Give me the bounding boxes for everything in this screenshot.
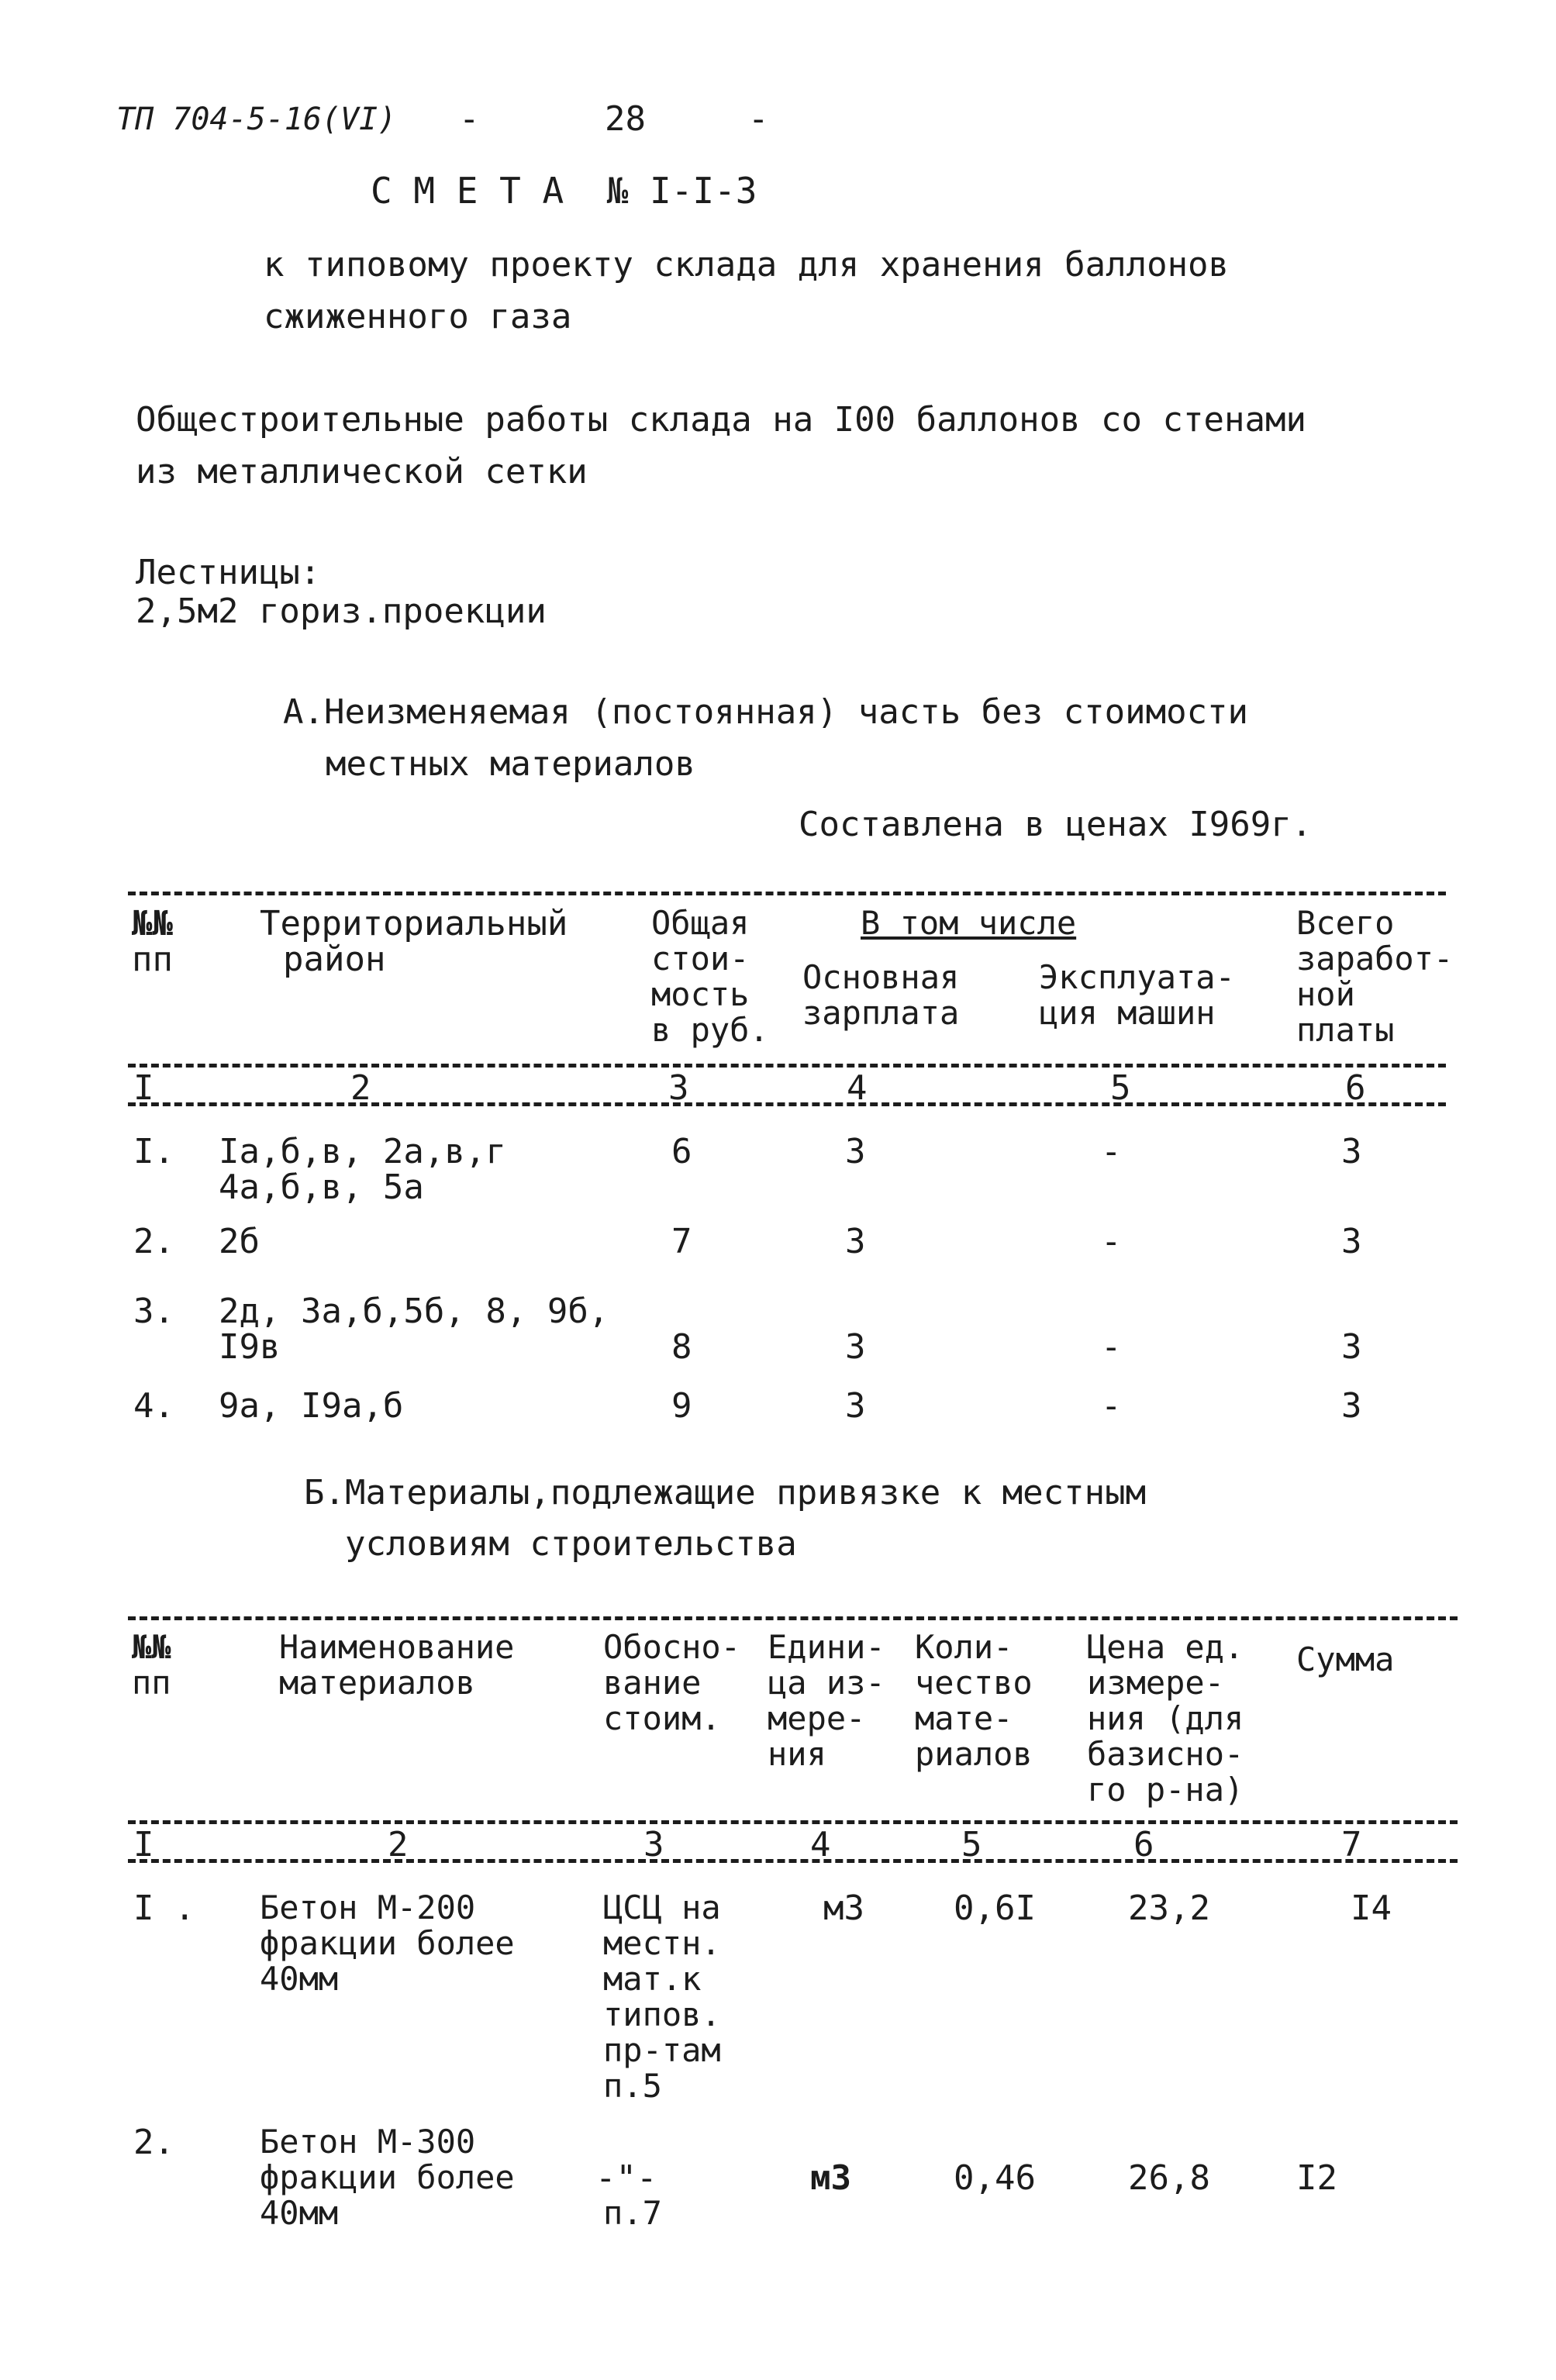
table-b-header-unit-4: ния	[768, 1735, 826, 1773]
table-a-header-rule	[128, 1064, 1446, 1068]
table-b-header-price-5: го р-на)	[1087, 1771, 1244, 1809]
table-b-header-qty-4: риалов	[915, 1735, 1033, 1773]
row-num: 4.	[133, 1386, 174, 1426]
table-b-header-name-2: материалов	[279, 1664, 475, 1702]
row-salary: 3	[845, 1386, 866, 1426]
row-total-salary: 3	[1341, 1386, 1362, 1426]
row-basis-5: пр-там	[603, 2031, 721, 2069]
subtitle-line-2: сжиженного газа	[264, 297, 572, 336]
table-b-header-price-3: ния (для	[1087, 1699, 1244, 1737]
table-b-header-unit-1: Едини-	[768, 1628, 885, 1666]
row-price: 26,8	[1128, 2158, 1210, 2198]
row-num: 3.	[133, 1292, 174, 1331]
table-b-header-qty-2: чество	[915, 1664, 1033, 1702]
table-a-header-total-2: стои-	[651, 940, 750, 978]
table-b-top-rule	[128, 1616, 1458, 1620]
row-salary: 3	[845, 1132, 866, 1171]
table-a-colnum-6: 6	[1345, 1068, 1366, 1108]
row-region-1: 2д, 3а,б,5б, 8, 9б,	[219, 1292, 609, 1331]
row-region-2: I9в	[219, 1327, 281, 1367]
table-b-header-basis-1: Обосно-	[603, 1628, 741, 1666]
table-a-colnum-4: 4	[847, 1068, 868, 1108]
section-a-title-2: местных материалов	[326, 744, 695, 784]
row-name-3: 40мм	[260, 2194, 339, 2232]
table-a-top-rule	[128, 892, 1446, 895]
row-total-salary: 3	[1341, 1132, 1362, 1171]
table-a-colnum-1: I	[133, 1068, 154, 1108]
row-name-2: фракции более	[260, 2158, 515, 2196]
row-machines: -	[1101, 1386, 1122, 1426]
section-a-title-1: А.Неизменяемая (постоянная) часть без стоимости	[283, 692, 1249, 732]
row-region-1: 9а, I9а,б	[219, 1386, 404, 1426]
row-num: 2.	[133, 1222, 174, 1261]
row-basis-1: -"-	[595, 2158, 657, 2198]
row-name-3: 40мм	[260, 1960, 339, 1998]
table-a-header-total-salary-1: Всего	[1296, 904, 1395, 942]
header-dash-right: -	[748, 99, 769, 139]
row-qty: 0,46	[954, 2158, 1036, 2198]
row-qty: 0,6I	[954, 1888, 1036, 1928]
row-machines: -	[1101, 1132, 1122, 1171]
row-basis-2: п.7	[603, 2194, 662, 2232]
table-b-colnum-1: I	[133, 1825, 154, 1864]
table-b-header-sum: Сумма	[1296, 1640, 1395, 1678]
table-a-colnum-rule	[128, 1102, 1446, 1106]
table-a-header-region-1: Территориальный	[260, 904, 568, 943]
row-basis-1: ЦСЦ на	[603, 1888, 721, 1926]
table-b-colnum-6: 6	[1133, 1825, 1154, 1864]
table-b-header-price-2: измере-	[1087, 1664, 1225, 1702]
object-line-2: 2,5м2 гориз.проекции	[136, 592, 547, 631]
table-b-header-basis-2: вание	[603, 1664, 702, 1702]
table-b-header-price-4: базисно-	[1087, 1735, 1244, 1773]
estimate-title: С М Е Т А № I-I-3	[371, 170, 757, 212]
section-b-title-2: условиям строительства	[345, 1524, 797, 1564]
table-b-colnum-3: 3	[643, 1825, 664, 1864]
row-sum: I2	[1296, 2158, 1337, 2198]
table-a-header-machines-1: Эксплуата-	[1039, 958, 1235, 996]
row-machines: -	[1101, 1327, 1122, 1367]
table-b-header-qty-3: мате-	[915, 1699, 1013, 1737]
row-num: I.	[133, 1132, 174, 1171]
table-a-header-region-2: район	[283, 940, 386, 979]
table-a-colnum-2: 2	[350, 1068, 371, 1108]
table-a-header-machines-2: ция машин	[1039, 994, 1216, 1032]
row-total: 7	[671, 1222, 692, 1261]
row-region-1: Iа,б,в, 2а,в,г	[219, 1132, 506, 1171]
table-b-header-price-1: Цена ед.	[1087, 1628, 1244, 1666]
row-basis-4: типов.	[603, 1995, 721, 2033]
table-a-header-num-1: №№	[132, 904, 173, 943]
table-a-header-total-salary-2: заработ-	[1296, 940, 1454, 978]
table-a-colnum-3: 3	[668, 1068, 689, 1108]
row-name-1: Бетон М-300	[260, 2123, 476, 2161]
table-a-header-num-2: пп	[132, 940, 173, 979]
table-b-colnum-5: 5	[961, 1825, 982, 1864]
table-b-header-num-2: пп	[132, 1664, 171, 1702]
row-total: 6	[671, 1132, 692, 1171]
table-b-header-qty-1: Коли-	[915, 1628, 1013, 1666]
table-a-header-total-3: мость	[651, 975, 750, 1013]
row-total-salary: 3	[1341, 1222, 1362, 1261]
row-basis-6: п.5	[603, 2067, 662, 2105]
row-price: 23,2	[1128, 1888, 1210, 1928]
works-line-2: из металлической сетки	[136, 452, 588, 492]
table-b-header-rule	[128, 1820, 1458, 1824]
row-basis-2: местн.	[603, 1924, 721, 1962]
subtitle-line-1: к типовому проекту склада для хранения баллонов	[264, 245, 1230, 285]
table-a-header-total-4: в руб.	[651, 1011, 769, 1049]
document-code: ТП 704-5-16(VI)	[116, 102, 397, 137]
row-num: 2.	[133, 2123, 174, 2162]
table-b-header-basis-3: стоим.	[603, 1699, 721, 1737]
row-basis-3: мат.к	[603, 1960, 702, 1998]
row-total-salary: 3	[1341, 1327, 1362, 1367]
table-a-colnum-5: 5	[1110, 1068, 1131, 1108]
table-b-colnum-4: 4	[810, 1825, 831, 1864]
table-a-header-total-salary-4: платы	[1296, 1011, 1395, 1049]
row-total: 9	[671, 1386, 692, 1426]
section-b-title-1: Б.Материалы,подлежащие привязке к местным	[304, 1473, 1147, 1513]
row-unit: м3	[810, 2158, 851, 2198]
row-salary: 3	[845, 1327, 866, 1367]
table-b-header-num-1: №№	[132, 1628, 171, 1666]
table-a-header-salary-1: Основная	[802, 958, 960, 996]
row-salary: 3	[845, 1222, 866, 1261]
table-b-header-unit-2: ца из-	[768, 1664, 885, 1702]
object-line-1: Лестницы:	[136, 553, 321, 592]
header-dash-left: -	[459, 99, 480, 139]
page-number: 28	[605, 99, 646, 139]
prices-note: Составлена в ценах I969г.	[799, 805, 1313, 844]
table-b-colnum-2: 2	[388, 1825, 409, 1864]
row-unit: м3	[823, 1888, 864, 1928]
row-sum: I4	[1351, 1888, 1392, 1928]
row-num: I .	[133, 1888, 195, 1928]
table-a-header-salary-2: зарплата	[802, 994, 960, 1032]
row-machines: -	[1101, 1222, 1122, 1261]
table-a-header-including: В том числе	[861, 904, 1077, 942]
table-a-header-total-1: Общая	[651, 904, 750, 942]
row-name-2: фракции более	[260, 1924, 515, 1962]
row-region-1: 2б	[219, 1222, 260, 1261]
works-line-1: Общестроительные работы склада на I00 баллонов со стенами	[136, 400, 1306, 440]
row-name-1: Бетон М-200	[260, 1888, 476, 1926]
row-total: 8	[671, 1327, 692, 1367]
table-b-header-name-1: Наименование	[279, 1628, 515, 1666]
row-region-2: 4а,б,в, 5а	[219, 1168, 424, 1207]
table-b-colnum-rule	[128, 1859, 1458, 1863]
table-b-colnum-7: 7	[1341, 1825, 1362, 1864]
table-b-header-unit-3: мере-	[768, 1699, 866, 1737]
table-a-header-total-salary-3: ной	[1296, 975, 1355, 1013]
